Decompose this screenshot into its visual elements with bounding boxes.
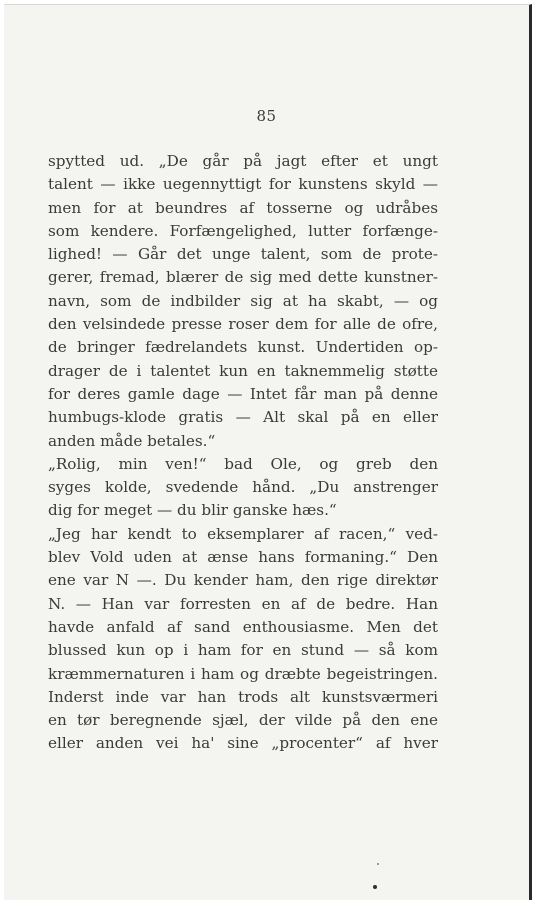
text-line: ene var N —. Du kender ham, den rige direktør <box>48 571 438 590</box>
text-line: en tør beregnende sjæl, der vilde på den ene <box>48 711 438 730</box>
text-line: Inderst inde var han trods alt kunstsværmeri <box>48 687 438 706</box>
ink-speck <box>373 885 377 889</box>
text-line: dig for meget — du blir ganske hæs.“ <box>48 501 337 520</box>
text-line: kræmmernaturen i ham og dræbte begeistringen. <box>48 664 438 683</box>
text-line: syges kolde, svedende hånd. „Du anstrenger <box>48 478 438 497</box>
text-line: den velsindede presse roser dem for alle de ofre, <box>48 315 438 334</box>
text-line: for deres gamle dage — Intet får man på denne <box>48 384 438 403</box>
text-line: N. — Han var forresten en af de bedre. Han <box>48 594 438 613</box>
text-line: men for at beundres af tosserne og udråbes <box>48 198 438 217</box>
text-line: drager de i talentet kun en taknemmelig støtte <box>48 361 438 380</box>
text-line: spytted ud. „De går på jagt efter et ungt <box>48 152 438 170</box>
paper-speck <box>377 863 379 865</box>
text-line: som kendere. Forfængelighed, lutter forfænge- <box>48 221 438 240</box>
text-line: anden måde betales.“ <box>48 431 216 450</box>
text-line: havde anfald af sand enthousiasme. Men det <box>48 617 438 636</box>
text-line: navn, som de indbilder sig at ha skabt, — og <box>48 291 438 310</box>
text-line: „Jeg har kendt to eksemplarer af racen,“ ved- <box>48 524 438 543</box>
text-line: humbugs-klode gratis — Alt skal på en eller <box>48 408 438 427</box>
text-line: „Rolig, min ven!“ bad Ole, og greb den <box>48 454 438 473</box>
text-line: blev Vold uden at ænse hans formaning.“ Den <box>48 548 438 567</box>
text-line: talent — ikke uegennyttigt for kunstens skyld — <box>48 175 438 194</box>
text-line: de bringer fædrelandets kunst. Undertiden op- <box>48 338 438 357</box>
page-number: 85 <box>256 107 277 125</box>
text-line: eller anden vei ha' sine „procenter“ af hver <box>48 734 438 753</box>
text-line: blussed kun op i ham for en stund — så kom <box>48 641 438 660</box>
text-line: gerer, fremad, blærer de sig med dette kunstner- <box>48 268 438 287</box>
text-line: lighed! — Går det unge talent, som de prote- <box>48 245 438 264</box>
body-text <box>48 150 438 756</box>
book-page <box>4 4 532 900</box>
